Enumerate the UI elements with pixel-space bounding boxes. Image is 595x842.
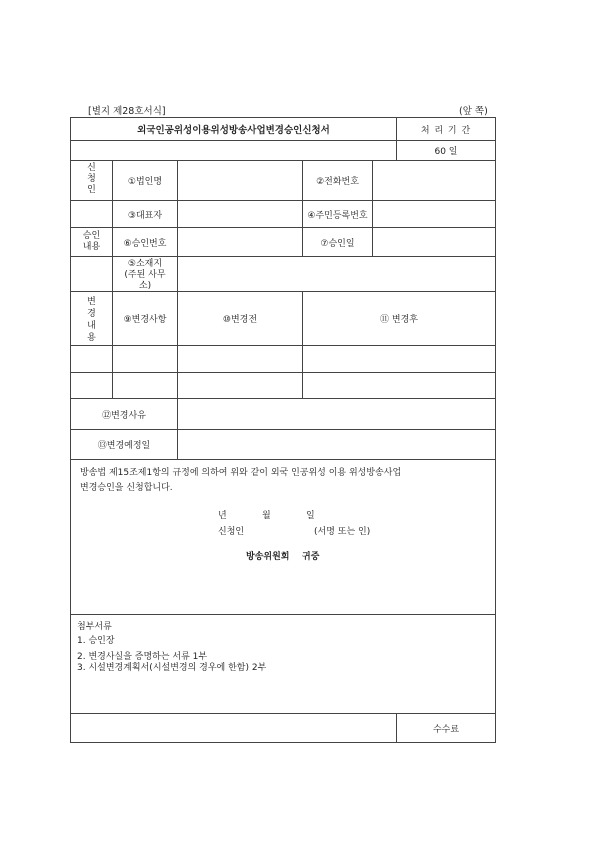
corp-name-label: ①법인명 <box>127 177 163 187</box>
addressee: 방송위원회 귀중 <box>246 552 320 562</box>
approval-date-label: ⑦승인일 <box>320 238 355 249</box>
form-number: [별지 제28호서식] <box>88 106 166 117</box>
planned-date-label: ⑬변경예정일 <box>97 441 151 451</box>
corp-name-field[interactable] <box>178 161 302 200</box>
planned-date-field[interactable] <box>178 430 495 459</box>
before-change-header: ⑩변경전 <box>222 315 258 325</box>
attachments-title: 첨부서류 <box>77 622 112 632</box>
applicant-section-label: 신 청 인 <box>87 163 96 195</box>
change-row-2-before[interactable] <box>178 373 302 398</box>
statement-line-1: 방송법 제15조제1항의 규정에 의하여 위와 같이 외국 인공위성 이용 위성방송사업 <box>80 468 402 478</box>
after-change-header: ⑪ 변경후 <box>380 315 418 325</box>
approval-date-field[interactable] <box>373 228 495 256</box>
date-day-label: 일 <box>306 511 315 521</box>
fee-stamp-area[interactable] <box>71 714 396 742</box>
change-row-2-label-cell <box>71 373 112 398</box>
change-row-1-item[interactable] <box>113 346 177 372</box>
change-row-1-label-cell <box>71 346 112 372</box>
processing-period-label: 처 리 기 간 <box>420 125 472 136</box>
approval-number-label: ⑥승인번호 <box>123 238 167 249</box>
form-title: 외국인공위성이용위성방송사업변경승인신청서 <box>137 125 330 136</box>
address-field[interactable] <box>178 257 495 291</box>
change-reason-field[interactable] <box>178 399 495 429</box>
date-year-label: 년 <box>218 511 227 521</box>
phone-field[interactable] <box>373 161 495 200</box>
date-month-label: 월 <box>262 511 271 521</box>
attachment-item-2: 2. 변경사실을 증명하는 서류 1부 <box>77 652 208 662</box>
resident-id-field[interactable] <box>373 201 495 227</box>
representative-label: ③대표자 <box>127 210 163 221</box>
phone-label: ②전화번호 <box>316 177 359 187</box>
change-row-1-before[interactable] <box>178 346 302 372</box>
signature-label: (서명 또는 인) <box>314 527 371 537</box>
change-row-2-item[interactable] <box>113 373 177 398</box>
fee-label: 수수료 <box>432 724 460 735</box>
representative-field[interactable] <box>178 201 302 227</box>
attachment-item-1: 1. 승인장 <box>77 636 115 646</box>
address-label: ⑤소재지 (주된 사무 소) <box>124 259 166 291</box>
statement-line-2: 변경승인을 신청합니다. <box>80 483 173 493</box>
change-section-label: 변 경 내 용 <box>87 297 96 343</box>
page-side-label: (앞 쪽) <box>459 106 488 117</box>
resident-id-label: ④주민등록번호 <box>307 210 368 221</box>
change-row-2-after[interactable] <box>303 373 495 398</box>
approval-number-field[interactable] <box>178 228 302 256</box>
change-row-1-after[interactable] <box>303 346 495 372</box>
applicant-sign-label: 신청인 <box>218 527 245 537</box>
processing-period-value: 60 일 <box>434 147 458 157</box>
change-item-header: ⑨변경사항 <box>123 315 167 325</box>
approval-section-label: 승인 내용 <box>82 231 101 252</box>
attachment-item-3: 3. 시설변경계획서(시설변경의 경우에 한함) 2부 <box>77 663 267 673</box>
change-reason-label: ⑫변경사유 <box>102 410 146 421</box>
